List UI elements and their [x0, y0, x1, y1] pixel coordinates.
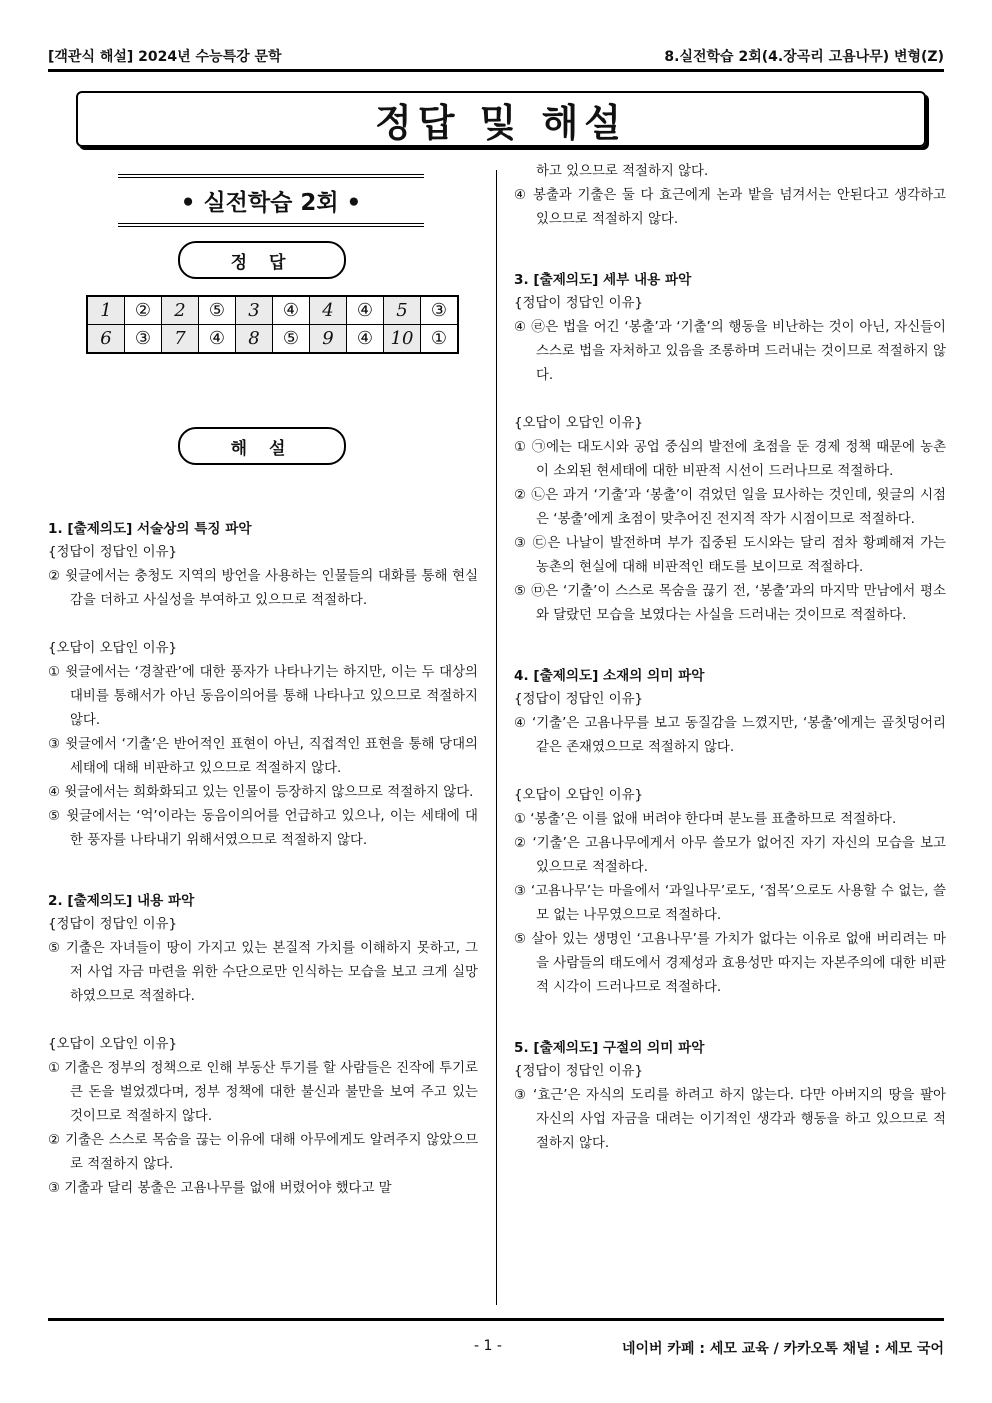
header-rule — [48, 69, 944, 72]
q3-wrong-reason: ② ㉡은 과거 ‘기출’과 ‘봉출’이 겪었던 일을 묘사하는 것인데, 윗글의 시점은 ‘봉출’에게 초점이 맞추어진 전지적 작가 시점이므로 적절하다. — [514, 488, 946, 527]
question-number: 7 — [162, 325, 199, 354]
question-number: 6 — [87, 325, 125, 354]
question-number: 5 — [384, 296, 421, 325]
explanation-label: 해 설 — [178, 427, 346, 465]
page-header — [48, 42, 944, 68]
q1-wrong-reason: ① 윗글에서는 ‘경찰관’에 대한 풍자가 나타나기는 하지만, 이는 두 대상의 대비를 통해서가 아닌 동음이의어를 통해 나타나고 있으므로 적절하지 않다. — [48, 665, 478, 728]
q2-wrong-reason: ③ 기출과 달리 봉출은 고욤나무를 없애 버렸어야 했다고 말 — [48, 1181, 392, 1196]
right-column — [514, 160, 946, 1156]
answer-value: ④ — [273, 296, 310, 325]
q2-wrong-reason: ① 기출은 정부의 정책으로 인해 부동산 투기를 할 사람들은 진작에 투기로 큰 돈을 벌었겠다며, 정부 정책에 대한 불신과 불만을 보여 주고 있는 것이므로 적절하지 않다. — [48, 1061, 478, 1124]
q2-wrong-reason: ④ 봉출과 기출은 둘 다 효근에게 논과 밭을 넘겨서는 안된다고 생각하고 있으므로 적절하지 않다. — [514, 188, 946, 227]
answer-value: ② — [125, 296, 162, 325]
q1-heading: 1. [출제의도] 서술상의 특징 파악 — [48, 521, 252, 537]
q3-wrong-reason: ③ ㉢은 나날이 발전하며 부가 집중된 도시와는 달리 점차 황폐해져 가는 농촌의 현실에 대해 비판적인 태도를 보이므로 적절하다. — [514, 536, 946, 575]
q4-wrong-reason: ③ ‘고욤나무’는 마을에서 ‘과일나무’로도, ‘접목’으로도 사용할 수 없는, 쓸모 없는 나무였으므로 적절하다. — [514, 884, 946, 923]
q2-wrong-label: {오답이 오답인 이유} — [48, 1037, 178, 1052]
q4-correct-reason: ④ ‘기출’은 고욤나무를 보고 동질감을 느꼈지만, ‘봉출’에게는 골칫덩어리 같은 존재였으므로 적절하지 않다. — [514, 716, 946, 755]
q3-heading: 3. [출제의도] 세부 내용 파악 — [514, 272, 692, 288]
answer-value: ④ — [347, 325, 384, 354]
round-title-rule-top-2 — [118, 177, 424, 178]
round-title-rule-bottom — [118, 223, 424, 224]
q1-wrong-reason: ④ 윗글에서는 희화화되고 있는 인물이 등장하지 않으므로 적절하지 않다. — [48, 785, 474, 800]
q1-correct-label: {정답이 정답인 이유} — [48, 545, 178, 560]
q1-correct-reason: ② 윗글에서는 충청도 지역의 방언을 사용하는 인물들의 대화를 통해 현실감을 더하고 사실성을 부여하고 있으므로 적절하다. — [48, 569, 478, 608]
q4-wrong-reason: ① ‘봉출’은 이를 없애 버려야 한다며 분노를 표출하므로 적절하다. — [514, 812, 897, 827]
q2-correct-reason: ⑤ 기출은 자녀들이 땅이 가지고 있는 본질적 가치를 이해하지 못하고, 그저 사업 자금 마련을 위한 수단으로만 인식하는 모습을 보고 크게 실망하였으므로 적절하다. — [48, 941, 478, 1004]
page-number: - 1 - — [474, 1338, 502, 1354]
column-divider — [496, 170, 497, 1305]
header-right-title: 8.실전학습 2회(4.장곡리 고욤나무) 변형(Z) — [664, 49, 944, 65]
answer-value: ① — [421, 325, 459, 354]
q4-wrong-label: {오답이 오답인 이유} — [514, 788, 644, 803]
question-number: 10 — [384, 325, 421, 354]
q3-correct-reason: ④ ㉣은 법을 어긴 ‘봉출’과 ‘기출’의 행동을 비난하는 것이 아닌, 자신들이 스스로 법을 자처하고 있음을 조롱하며 드러내는 것이므로 적절하지 않다. — [514, 320, 946, 383]
page-title: 정답 및 해설 — [76, 91, 926, 147]
footer-rule — [48, 1318, 944, 1321]
answer-row — [87, 296, 458, 325]
q2-correct-label: {정답이 정답인 이유} — [48, 917, 178, 932]
q2-wrong-reason: ② 기출은 스스로 목숨을 끊는 이유에 대해 아무에게도 알려주지 않았으므로 적절하지 않다. — [48, 1133, 478, 1172]
question-number: 3 — [236, 296, 273, 325]
round-title-rule-top — [118, 174, 424, 175]
q1-wrong-label: {오답이 오답인 이유} — [48, 641, 178, 656]
header-left-title: [객관식 해설] 2024년 수능특강 문학 — [48, 49, 282, 65]
answer-row — [87, 325, 458, 354]
round-title-box — [118, 172, 424, 229]
q3-correct-label: {정답이 정답인 이유} — [514, 296, 644, 311]
q4-correct-label: {정답이 정답인 이유} — [514, 692, 644, 707]
q4-wrong-reason: ② ‘기출’은 고욤나무에게서 아무 쓸모가 없어진 자기 자신의 모습을 보고 있으므로 적절하다. — [514, 836, 946, 875]
q5-heading: 5. [출제의도] 구절의 의미 파악 — [514, 1040, 705, 1056]
answer-value: ③ — [125, 325, 162, 354]
footer-channel-info: 네이버 카페 : 세모 교육 / 카카오톡 채널 : 세모 국어 — [621, 1341, 944, 1357]
answer-value: ④ — [347, 296, 384, 325]
left-column — [48, 517, 478, 1201]
q5-correct-label: {정답이 정답인 이유} — [514, 1064, 644, 1079]
answer-table — [86, 295, 459, 354]
answer-value: ④ — [199, 325, 236, 354]
q1-wrong-reason: ③ 윗글에서 ‘기출’은 반어적인 표현이 아닌, 직접적인 표현을 통해 당대의 세태에 대해 비판하고 있으므로 적절하지 않다. — [48, 737, 478, 776]
question-number: 2 — [162, 296, 199, 325]
answer-value: ⑤ — [199, 296, 236, 325]
question-number: 8 — [236, 325, 273, 354]
question-number: 1 — [87, 296, 125, 325]
q3-wrong-reason: ⑤ ㉤은 ‘기출’이 스스로 목숨을 끊기 전, ‘봉출’과의 마지막 만남에서 평소와 달랐던 모습을 보였다는 사실을 드러내는 것이므로 적절하다. — [514, 584, 946, 623]
q2-wrong-reason-continued: 하고 있으므로 적절하지 않다. — [536, 164, 709, 179]
q4-wrong-reason: ⑤ 살아 있는 생명인 ‘고욤나무’를 가치가 없다는 이유로 없애 버리려는 마을 사람들의 태도에서 경제성과 효용성만 따지는 자본주의에 대한 비판적 시각이 드러나므로 적절하다. — [514, 932, 946, 995]
q2-heading: 2. [출제의도] 내용 파악 — [48, 893, 195, 909]
q5-correct-reason: ③ ‘효근’은 자식의 도리를 하려고 하지 않는다. 다만 아버지의 땅을 팔아 자신의 사업 자금을 대려는 이기적인 생각과 행동을 하고 있으므로 적절하지 않다. — [514, 1088, 946, 1151]
answer-value: ③ — [421, 296, 459, 325]
q3-wrong-label: {오답이 오답인 이유} — [514, 416, 644, 431]
question-number: 4 — [310, 296, 347, 325]
q1-wrong-reason: ⑤ 윗글에서는 ‘억’이라는 동음이의어를 언급하고 있으나, 이는 세태에 대한 풍자를 나타내기 위해서였으므로 적절하지 않다. — [48, 809, 478, 848]
round-title-rule-bottom-2 — [118, 226, 424, 227]
answer-label: 정 답 — [178, 241, 346, 279]
q4-heading: 4. [출제의도] 소재의 의미 파악 — [514, 668, 705, 684]
round-title: • 실전학습 2회 • — [180, 190, 362, 216]
answer-value: ⑤ — [273, 325, 310, 354]
question-number: 9 — [310, 325, 347, 354]
q3-wrong-reason: ① ㉠에는 대도시와 공업 중심의 발전에 초점을 둔 경제 정책 때문에 농촌이 소외된 현세태에 대한 비판적 시선이 드러나므로 적절하다. — [514, 440, 946, 479]
